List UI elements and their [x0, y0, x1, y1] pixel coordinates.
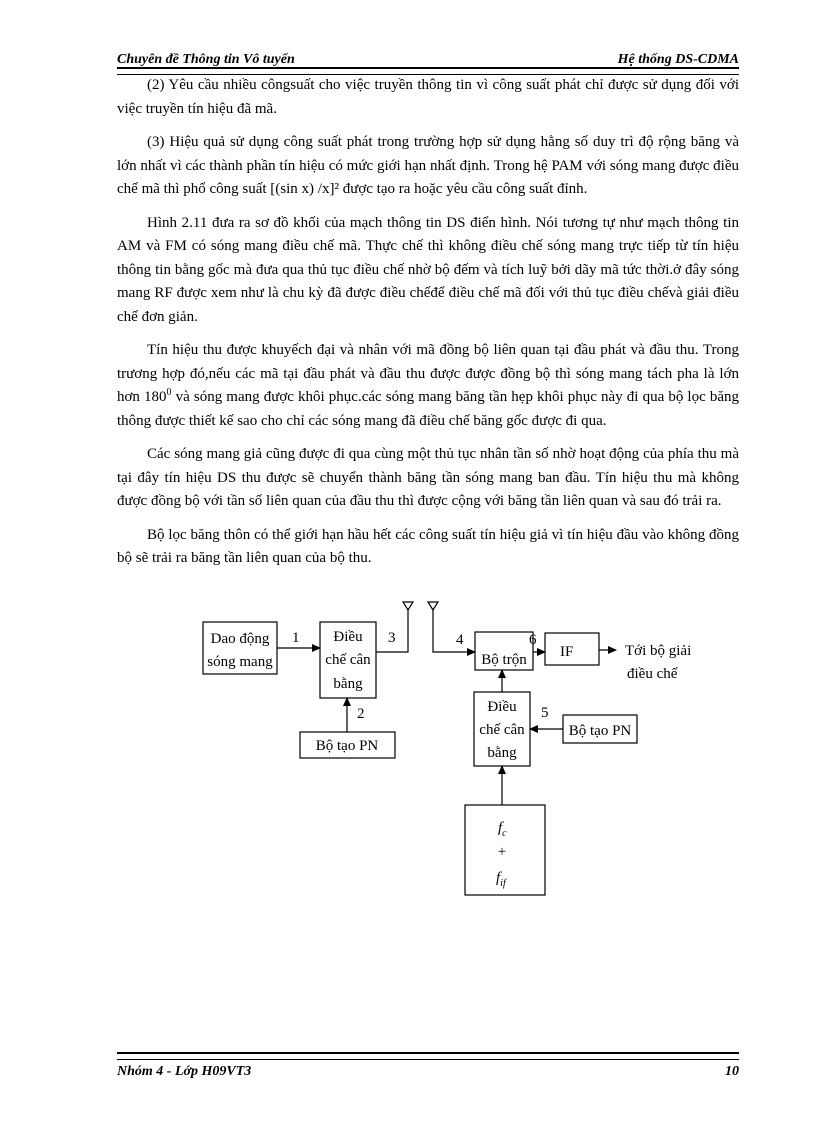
freq-fc-label: $f_c$: [498, 820, 507, 839]
pn-generator-rx-label: Bộ tạo PN: [568, 723, 632, 739]
pn-generator-tx-block: [300, 732, 395, 758]
frequency-source-block: [465, 805, 545, 895]
body-text: [117, 74, 739, 581]
signal-number-4: 4: [456, 632, 464, 648]
header-right-title: Hệ thống DS-CDMA: [617, 52, 739, 67]
modulator-rx-label: Điều: [487, 699, 517, 715]
signal-number-5: 5: [541, 705, 549, 721]
modulator-tx-label: bằng: [333, 676, 363, 692]
signal-number-2: 2: [357, 706, 365, 722]
balanced-modulator-tx-block: [320, 622, 376, 698]
modulator-tx-label: chế cân: [325, 652, 371, 668]
paragraph: Các sóng mang giả cũng được đi qua cùng một thủ tục nhân tần số nhờ hoạt động của phía thu mà tại đây tín hiệu DS thu được sẽ chuyển thành băng tần sóng mang ban đầu. Tín hiệu thu mà không được đồng bộ với tần số liên quan của đầu thu thì được cộng với băng tần liên quan và sau đó trải ra.: [117, 446, 739, 509]
signal-number-1: 1: [292, 630, 300, 646]
modulator-tx-label: Điều: [333, 629, 363, 645]
signal-line-3: [376, 610, 408, 652]
freq-plus-label: +: [497, 844, 507, 860]
pn-generator-tx-label: Bộ tạo PN: [315, 738, 379, 754]
freq-fif-label: $f_{if}$: [496, 870, 506, 889]
footer-group-label: Nhóm 4 - Lớp H09VT3: [117, 1064, 252, 1079]
tx-antenna-icon: [403, 602, 413, 610]
balanced-modulator-rx-block: [474, 692, 530, 766]
oscillator-label: sóng mang: [207, 654, 273, 670]
paragraph: (3) Hiệu quả sử dụng công suất phát trong trường hợp sử dụng hằng số duy trì độ rộng băng và lớn nhất vì các thành phần tín hiệu có mức giới hạn nhất định. Trong hệ PAM với sóng mang được điều chế mã thì phổ công suất [(sin x) /x]² được tạo ra hoặc yêu cầu công suất đỉnh.: [117, 134, 739, 197]
page-footer: [117, 1064, 739, 1080]
footer-rule: [117, 1052, 739, 1060]
modulator-rx-label: bằng: [487, 745, 517, 761]
if-label: IF: [560, 644, 574, 660]
signal-number-6: 6: [529, 632, 537, 648]
paragraph-text: Tín hiệu thu được khuyếch đại và nhân với mã đồng bộ liên quan tại đầu phát và đầu thu. Trong trương hợp đó,nếu các mã tại đầu phát và đầu thu được được đồng bộ thì sóng mang tách pha là lớn hơn 180: [117, 342, 739, 405]
header-left-title: Chuyên đề Thông tin Vô tuyến: [117, 52, 295, 67]
paragraph: Hình 2.11 đưa ra sơ đồ khối của mạch thông tin DS điển hình. Nói tương tự như mạch thông tin AM và FM có sóng mang điều chế mã. Thực chế thì không điều chế sóng mang trực tiếp từ tín hiệu thông tin bằng gốc mà đưa qua thủ tục điều chế nhờ bộ đếm và tích luỹ bởi dãy mã tức thời.ở đây sóng mang RF được xem như là chu kỳ đã được điều chếđể điều chế mã đối với thủ tục điều chếvà giải điều chế đơn giản.: [117, 214, 739, 325]
page-header: [117, 48, 739, 68]
paragraph-text: và sóng mang được khôi phục.các sóng mang băng tần hẹp khôi phục này đi qua bộ lọc băng thông được thiết kế sao cho chỉ các sóng mang đã điều chế băng gốc được đi qua.: [117, 389, 739, 429]
pn-generator-rx-block: [563, 715, 637, 743]
paragraph: (2) Yêu cầu nhiều côngsuất cho việc truyền thông tin vì công suất phát chỉ được sử dụng đối với việc truyền tín hiệu đã mã.: [117, 77, 739, 117]
oscillator-label: Dao động: [210, 631, 270, 647]
page-number: 10: [725, 1064, 739, 1079]
signal-line-4: [433, 610, 475, 652]
oscillator-block: [203, 622, 277, 674]
paragraph: Bộ lọc băng thôn có thể giới hạn hầu hết các công suất tín hiệu giả vì tín hiệu đầu vào không đồng bộ sẽ trải ra băng tần liên quan của bộ thu.: [117, 526, 739, 566]
mixer-block: [475, 632, 533, 670]
modulator-rx-label: chế cân: [479, 722, 525, 738]
rx-antenna-icon: [428, 602, 438, 610]
signal-number-3: 3: [388, 630, 396, 646]
output-label: Tới bộ giải: [625, 643, 692, 659]
mixer-label: Bộ trộn: [481, 652, 527, 668]
degree-superscript: 0: [166, 387, 172, 398]
paragraph: [117, 339, 739, 433]
output-label: điều chế: [627, 666, 678, 682]
if-block: [545, 633, 599, 665]
